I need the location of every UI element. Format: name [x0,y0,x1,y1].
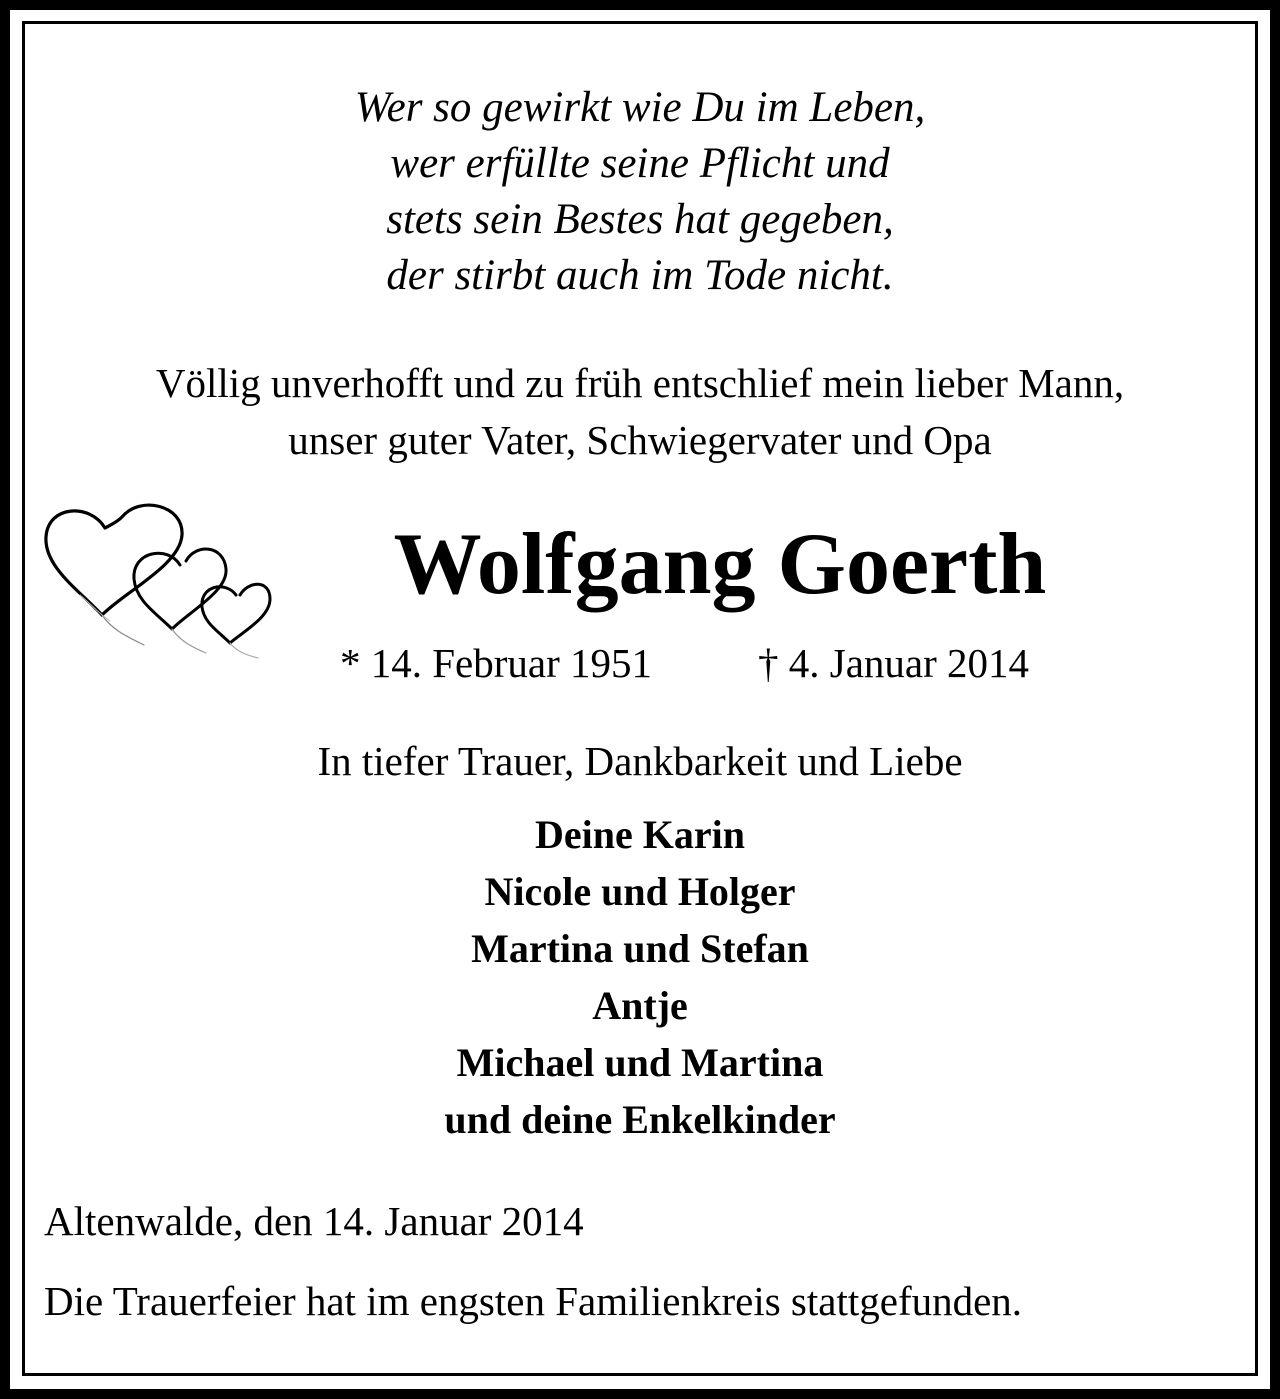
birth-date: * 14. Februar 1951 [340,640,653,686]
intro-text [0,355,1280,469]
poem-line: stets sein Bestes hat gegeben, [386,196,894,243]
mourner: Antje [592,983,688,1028]
intro-line: unser guter Vater, Schwiegervater und Opa [288,417,992,463]
poem-line: Wer so gewirkt wie Du im Leben, [354,84,926,131]
mourner: Deine Karin [535,812,745,857]
three-hearts-icon [40,495,280,665]
mourner: Nicole und Holger [484,869,796,914]
mourner: Martina und Stefan [471,926,809,971]
mourner: Michael und Martina [456,1040,824,1085]
poem [0,80,1280,304]
intro-line: Völlig unverhofft und zu früh entschlief mein lieber Mann, [155,360,1125,406]
poem-line: wer erfüllte seine Pflicht und [390,140,890,187]
poem-line: der stirbt auch im Tode nicht. [386,252,894,299]
mourning-line: In tiefer Trauer, Dankbarkeit und Liebe [317,738,963,784]
place-and-date: Altenwalde, den 14. Januar 2014 [44,1198,584,1244]
mourners-list [0,806,1280,1148]
ceremony-note: Die Trauerfeier hat im engsten Familienkreis stattgefunden. [44,1278,1023,1324]
deceased-name: Wolfgang Goerth [393,516,1047,613]
mourner: und deine Enkelkinder [444,1097,836,1142]
death-date: † 4. Januar 2014 [758,640,1030,686]
